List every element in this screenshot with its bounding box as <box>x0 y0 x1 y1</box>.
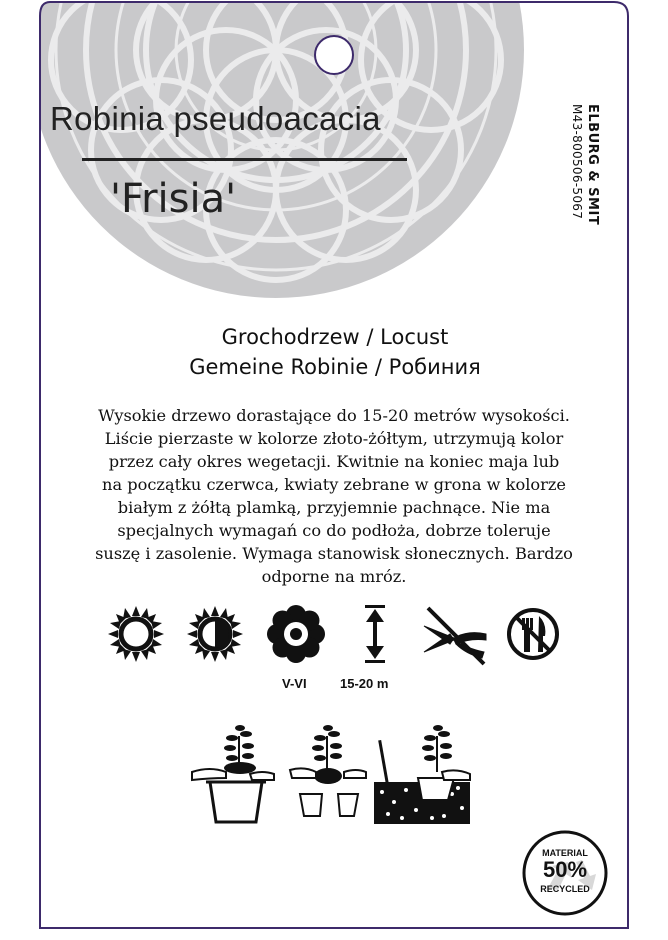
recycled-line-1: MATERIAL <box>542 848 588 858</box>
description-line: specjalnych wymagań co do podłoża, dobrze toleruje <box>117 521 551 540</box>
common-names <box>90 322 580 382</box>
title-divider <box>82 158 407 161</box>
no-pruning-icon <box>420 604 490 666</box>
height-icon <box>360 604 390 664</box>
product-code: M43-800506-5067 <box>570 104 584 220</box>
common-name-line: Gemeine Robinie / Робиния <box>189 355 481 379</box>
description-line: Liście pierzaste w kolorze złoto-żółtym, utrzymują kolor <box>104 429 564 448</box>
brand-name: ELBURG & SMIT <box>585 104 600 226</box>
plant-in-hole-icon <box>288 722 368 826</box>
recycled-line-2: RECYCLED <box>540 884 590 894</box>
description-line: przez cały okres wegetacji. Kwitnie na koniec maja lub <box>108 452 560 471</box>
full-sun-icon <box>106 604 166 664</box>
description <box>58 404 610 588</box>
cultivar-name: 'Frisia' <box>110 176 237 222</box>
height-label: 15-20 m <box>340 676 389 691</box>
description-line: Wysokie drzewo dorastające do 15-20 metrów wysokości. <box>98 406 570 425</box>
not-edible-icon <box>505 606 561 662</box>
ornament-medallion <box>28 0 524 298</box>
flower-icon <box>266 604 326 664</box>
description-line: suszę i zasolenie. Wymaga stanowisk słonecznych. Bardzo <box>95 544 573 563</box>
description-line: na początku czerwca, kwiaty zebrane w grona w kolorze <box>102 475 566 494</box>
common-name-line: Grochodrzew / Locust <box>221 325 449 349</box>
remove-pot-icon <box>190 722 280 826</box>
recycled-percent: 50% <box>542 857 588 882</box>
flowering-period-label: V-VI <box>282 676 307 691</box>
fill-soil-icon <box>372 722 472 826</box>
recycled-material-badge <box>522 830 608 916</box>
half-shade-icon <box>185 604 245 664</box>
description-line: białym z żółtą plamką, przyjemnie pachnące. Nie ma <box>117 498 551 517</box>
description-line: odporne na mróz. <box>261 567 407 586</box>
latin-name: Robinia pseudoacacia <box>50 100 381 137</box>
